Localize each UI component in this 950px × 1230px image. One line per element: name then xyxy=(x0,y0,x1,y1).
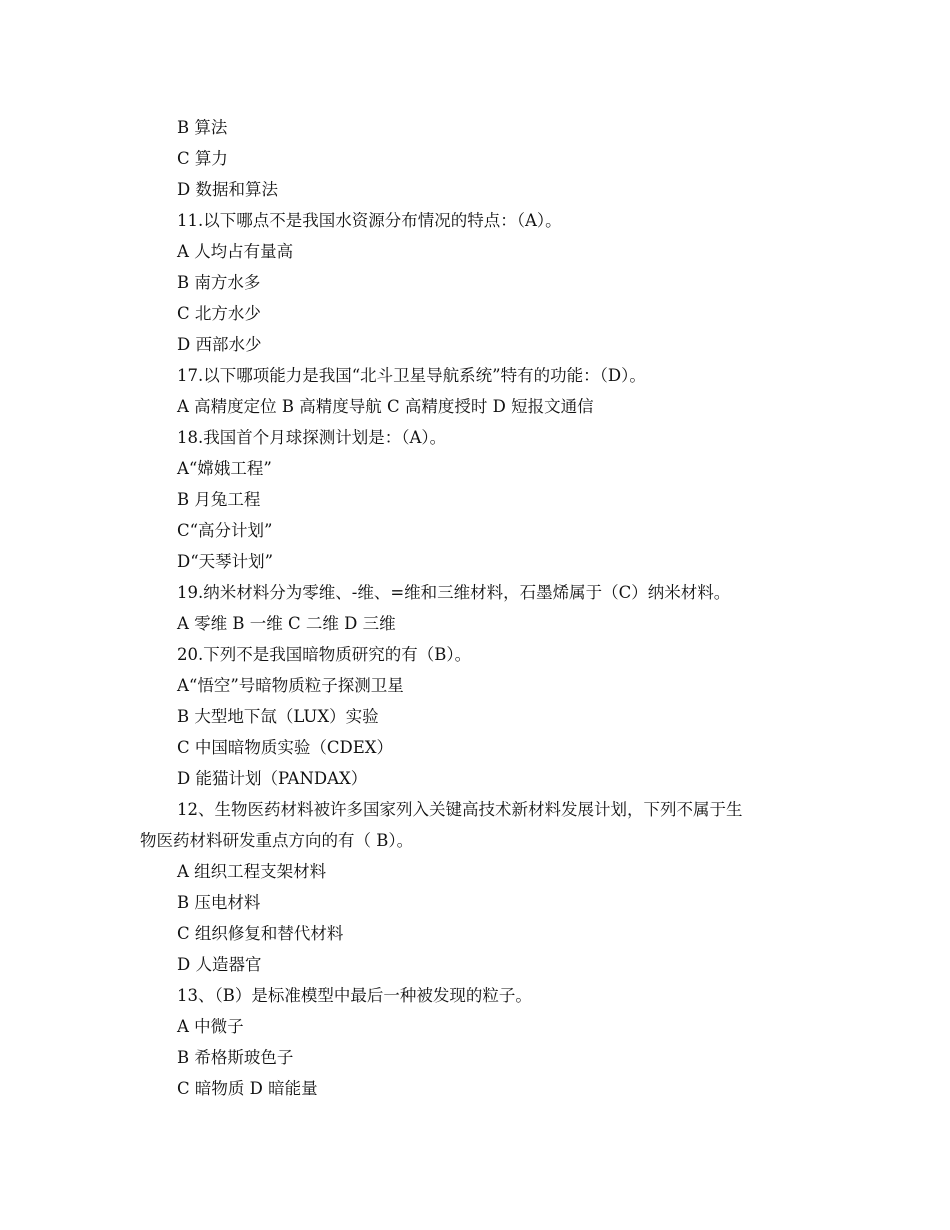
text-line: A 组织工程支架材料 xyxy=(177,862,327,881)
text-line: B 大型地下氙（LUX）实验 xyxy=(177,707,379,726)
text-line: D 西部水少 xyxy=(177,335,262,354)
question-12-continuation: 物医药材料研发重点方向的有（ B）。 xyxy=(140,831,414,850)
text-line: B 月兔工程 xyxy=(177,490,261,509)
text-line: D 能猫计划（PANDAX） xyxy=(177,769,368,788)
text-line: A“悟空”号暗物质粒子探测卫星 xyxy=(177,676,404,695)
text-line: C 算力 xyxy=(177,149,228,168)
question-17: 17.以下哪项能力是我国“北斗卫星导航系统”特有的功能：（D）。 xyxy=(177,366,646,385)
text-line: D 数据和算法 xyxy=(177,180,278,199)
text-line: D 人造器官 xyxy=(177,955,262,974)
text-line: C 北方水少 xyxy=(177,304,261,323)
text-line: A 中微子 xyxy=(177,1017,244,1036)
text-line: C“高分计划” xyxy=(177,521,273,540)
question-18: 18.我国首个月球探测计划是：（A）。 xyxy=(177,428,447,447)
text-line: C 组织修复和替代材料 xyxy=(177,924,344,943)
text-line: B 南方水多 xyxy=(177,273,261,292)
text-line: D“天琴计划” xyxy=(177,552,274,571)
text-line: B 算法 xyxy=(177,118,228,137)
text-line: C 暗物质 D 暗能量 xyxy=(177,1079,318,1098)
text-line: A“嫦娥工程” xyxy=(177,459,272,478)
question-11: 11.以下哪点不是我国水资源分布情况的特点：（A）。 xyxy=(177,211,562,230)
document-body xyxy=(140,112,810,1104)
question-12: 12、生物医药材料被许多国家列入关键高技术新材料发展计划，下列不属于生 xyxy=(177,800,743,819)
text-line: B 希格斯玻色子 xyxy=(177,1048,294,1067)
question-20: 20.下列不是我国暗物质研究的有（B）。 xyxy=(177,645,472,664)
text-line: A 高精度定位 B 高精度导航 C 高精度授时 D 短报文通信 xyxy=(177,397,594,416)
text-line: A 零维 B 一维 C 二维 D 三维 xyxy=(177,614,396,633)
text-line: B 压电材料 xyxy=(177,893,261,912)
text-line: C 中国暗物质实验（CDEX） xyxy=(177,738,394,757)
text-line: A 人均占有量高 xyxy=(177,242,294,261)
question-13: 13、（B）是标准模型中最后一种被发现的粒子。 xyxy=(177,986,532,1005)
question-19: 19.纳米材料分为零维、-维、=维和三维材料，石墨烯属于（C）纳米材料。 xyxy=(177,583,731,602)
